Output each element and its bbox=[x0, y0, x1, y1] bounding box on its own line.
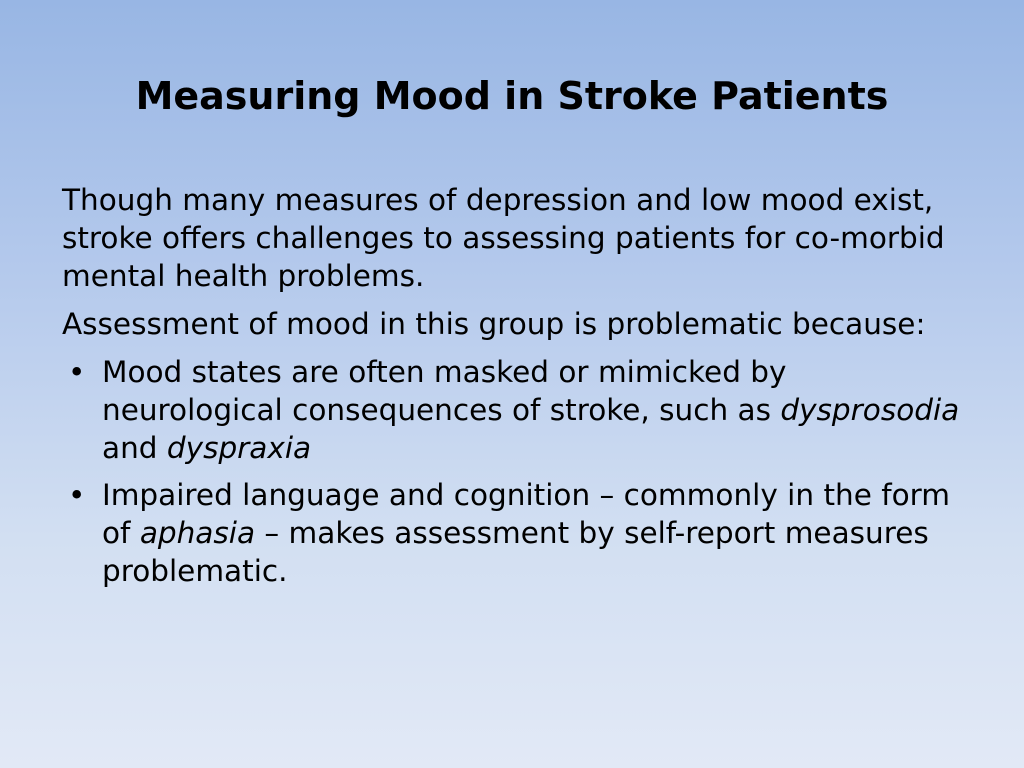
bullet-text: Mood states are often masked or mimicked by neurological consequences of stroke, such as bbox=[102, 355, 787, 427]
bullet-icon: • bbox=[68, 355, 86, 389]
slide-title: Measuring Mood in Stroke Patients bbox=[135, 74, 889, 118]
bullet-text: Impaired language and cognition – commonly in the form of bbox=[102, 478, 951, 550]
bullet-icon: • bbox=[68, 478, 86, 512]
intro-paragraph: Though many measures of depression and low mood exist, stroke offers challenges to assessing patients for co-morbid mental health problems. bbox=[62, 183, 945, 293]
term-dyspraxia: dyspraxia bbox=[166, 431, 312, 465]
bullet-text-end: – makes assessment by self-report measures problematic. bbox=[102, 516, 929, 588]
slide-body bbox=[62, 181, 962, 599]
bullet-item-masked-mood bbox=[62, 353, 962, 467]
term-dysprosodia: dysprosodia bbox=[780, 393, 960, 427]
bullet-text-joiner: and bbox=[102, 431, 167, 465]
bullet-item-impaired-language bbox=[62, 476, 962, 590]
term-aphasia: aphasia bbox=[139, 516, 256, 550]
bullet-list bbox=[62, 353, 962, 590]
assessment-paragraph: Assessment of mood in this group is problematic because: bbox=[62, 307, 926, 341]
